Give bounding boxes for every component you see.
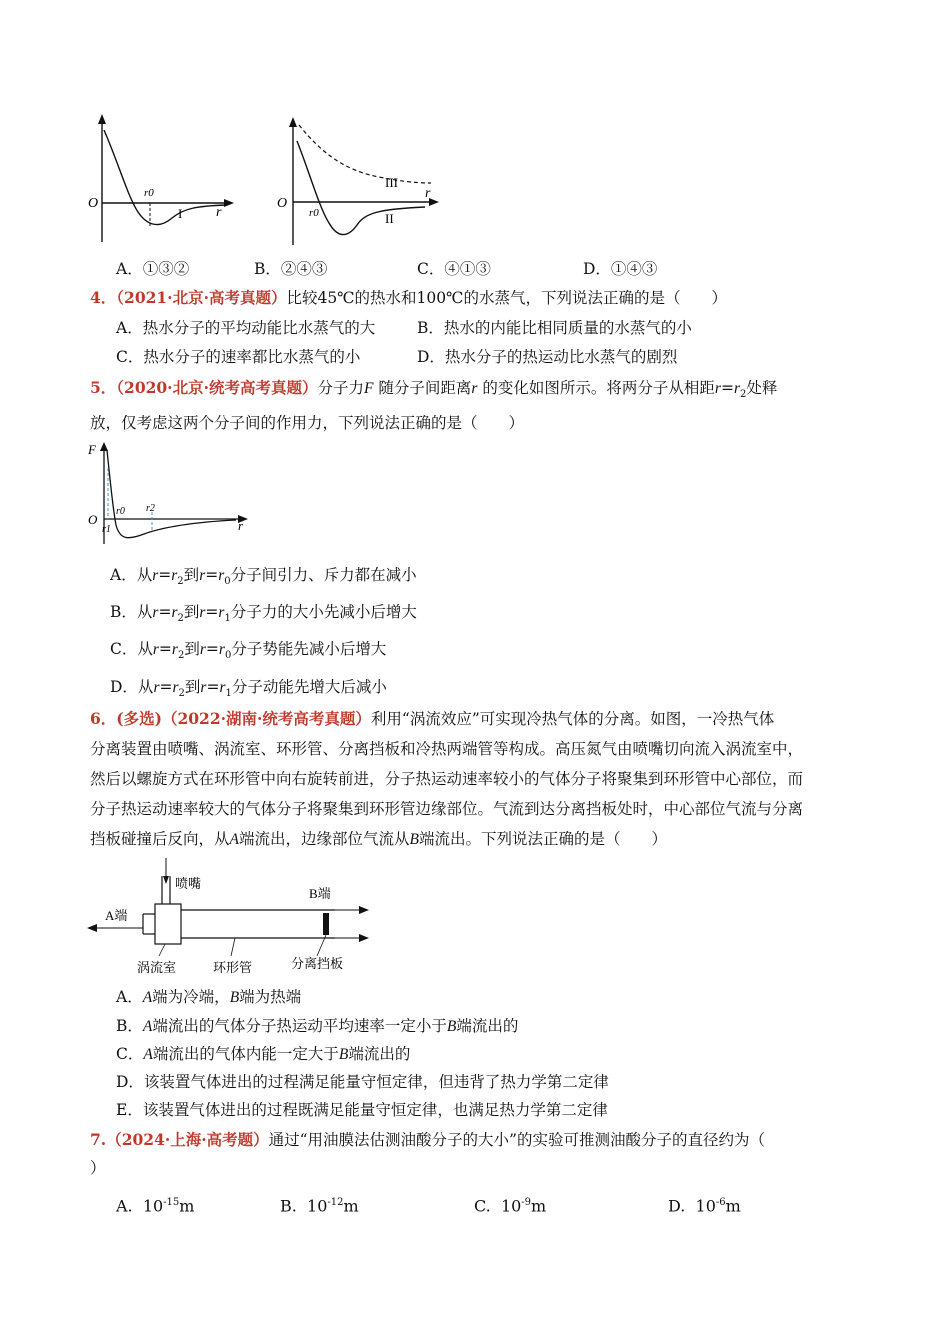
b-end-symbol: B (409, 831, 419, 848)
distance-symbol: r (152, 604, 159, 621)
r1-label: r1 (102, 524, 111, 535)
option-text: 分子力的大小先减小后增大 (230, 603, 417, 621)
unit: m (531, 1196, 547, 1216)
q5-stem-line2: 放，仅考虑这两个分子间的作用力，下列说法正确的是（ ） (90, 414, 525, 432)
origin-label: O (277, 196, 288, 211)
option-label: C．从 (110, 640, 153, 658)
distance-symbol: r (152, 641, 159, 658)
option-label: B. (280, 1196, 297, 1216)
figure-vortex-tube (85, 856, 385, 976)
q5-number: 5． (90, 378, 117, 397)
power-exponent: -6 (715, 1197, 726, 1208)
q6-option-c[interactable] (116, 1043, 410, 1066)
q4-number: 4． (90, 288, 117, 307)
q6-stem-line2: 分离装置由喷嘴、涡流室、环形管、分离挡板和冷热两端管等构成。高压氮气由喷嘴切向流入涡流室中， (90, 740, 804, 758)
a-end-symbol: A (229, 831, 239, 848)
q6-source: （2022·湖南·统考高考真题） (161, 709, 371, 728)
q5-option-a[interactable]: A．从$r=r_2$到$r=r_0$分子间引力、斥力都在减小 (110, 566, 417, 588)
distance-symbol: r (171, 567, 178, 584)
q7-stem-text: 通过“用油膜法估测油酸分子的大小”的实验可推测油酸分子的直径约为（ (268, 1131, 765, 1149)
q6-multi-tag: (多选) (116, 709, 162, 728)
figure-force-curve (86, 440, 256, 548)
r0-label: r0 (116, 506, 125, 517)
r0-label: r0 (144, 187, 154, 199)
vortex-chamber-label: 涡流室 (137, 960, 177, 975)
distance-symbol: r (200, 679, 207, 696)
q3-option-b[interactable]: B．②④③ (254, 260, 328, 278)
distance-symbol: r (199, 604, 206, 621)
distance-symbol: r (171, 604, 178, 621)
q7-number: 7. (90, 1130, 107, 1149)
power-exponent: -12 (327, 1197, 344, 1208)
figure-curve-I (88, 112, 238, 247)
a-end-symbol: A (142, 1018, 153, 1035)
unit: m (343, 1196, 359, 1216)
option-text: 分子势能先减小后增大 (231, 640, 387, 658)
q5-stem-part: 随分子间距离 (378, 379, 472, 397)
distance-symbol: r (219, 679, 226, 696)
q4-option-a[interactable]: A．热水分子的平均动能比水蒸气的大 (116, 319, 376, 337)
q4-option-d[interactable]: D．热水分子的热运动比水蒸气的剧烈 (417, 348, 678, 366)
q3-option-a[interactable]: A．①③② (116, 260, 190, 278)
q5-option-d[interactable]: D．从$r=r_2$到$r=r_1$分子动能先增大后减小 (110, 678, 387, 700)
r-axis-label: r (238, 518, 244, 533)
baffle-label: 分离挡板 (291, 956, 344, 971)
a-end-symbol: A (143, 1046, 153, 1063)
q6-stem-line1 (90, 708, 774, 730)
option-label: D. (668, 1196, 686, 1216)
option-label: D．从 (110, 678, 154, 696)
unit: m (725, 1196, 741, 1216)
a-end-label: A端 (105, 908, 128, 923)
curve-II-label: II (385, 211, 394, 226)
q5-stem-part: 的变化如图所示。将两分子从相距 (482, 379, 715, 397)
ring-tube-label: 环形管 (213, 960, 253, 975)
r2-label: r2 (146, 503, 155, 514)
b-end-symbol: B (338, 1046, 349, 1063)
option-text: 端流出的气体内能一定大于 (152, 1045, 339, 1063)
distance-symbol: r (153, 679, 160, 696)
option-text: 端为冷端， (152, 988, 230, 1006)
r-axis-label: r (216, 205, 222, 220)
power-base: 10 (142, 1196, 164, 1216)
q6-stem-text: 端流出，边缘部位气流从 (238, 830, 410, 848)
option-text: 端流出的气体分子热运动平均速率一定小于 (152, 1017, 447, 1035)
q6-stem-text: 利用“涡流效应”可实现冷热气体的分离。如图，一冷热气体 (370, 710, 775, 728)
q6-option-e[interactable]: E．该装置气体进出的过程既满足能量守恒定律，也满足热力学第二定律 (116, 1101, 608, 1119)
option-label: C. (474, 1196, 491, 1216)
distance-symbol: r (199, 641, 206, 658)
q7-source: （2024·上海·高考题） (106, 1130, 269, 1149)
distance-symbol: r (714, 380, 721, 397)
curve-I-label: I (178, 206, 183, 221)
q4-option-b[interactable]: B．热水的内能比相同质量的水蒸气的小 (417, 319, 692, 337)
q6-stem-line5 (90, 828, 667, 851)
q5-option-b[interactable]: B．从$r=r_2$到$r=r_1$分子力的大小先减小后增大 (110, 603, 417, 625)
option-label: B．从 (110, 603, 153, 621)
distance-symbol: r (733, 380, 741, 397)
q6-option-d[interactable]: D．该装置气体进出的过程满足能量守恒定律，但违背了热力学第二定律 (116, 1073, 609, 1091)
distance-symbol: r (218, 567, 225, 584)
figure-curves-II-III (275, 115, 445, 250)
q7-option-a[interactable] (116, 1192, 194, 1217)
b-end-label: B端 (309, 886, 331, 901)
q4-stem (90, 287, 727, 309)
nozzle-label: 喷嘴 (175, 876, 202, 891)
q4-stem-text: 比较45℃的热水和100℃的水蒸气，下列说法正确的是（ ） (286, 289, 727, 307)
q3-option-c[interactable]: C．④①③ (417, 260, 491, 278)
q7-option-c[interactable] (474, 1192, 546, 1217)
q5-option-c[interactable]: C．从$r=r_2$到$r=r_0$分子势能先减小后增大 (110, 640, 387, 662)
force-symbol: F (364, 380, 374, 397)
option-text: 端为热端 (239, 988, 302, 1006)
q7-stem-line1 (90, 1129, 765, 1151)
option-label: A．从 (110, 566, 153, 584)
distance-symbol: r (172, 679, 179, 696)
q7-stem-line2: ） (90, 1159, 106, 1177)
option-text: 分子间引力、斥力都在减小 (230, 566, 417, 584)
q5-source: （2020·北京·统考高考真题） (116, 378, 318, 397)
option-text: 到 (184, 678, 201, 696)
distance-symbol: r (471, 380, 478, 397)
q5-stem-part: 处释 (746, 379, 778, 397)
option-text: 到 (183, 603, 200, 621)
curve-III-label: III (385, 175, 398, 190)
q3-option-d[interactable]: D．①④③ (583, 260, 658, 278)
distance-symbol: r (218, 604, 225, 621)
power-base: 10 (500, 1196, 522, 1216)
option-label: C． (116, 1045, 144, 1063)
q5-stem-line1: 5．（2020·北京·统考高考真题）分子力F 随分子间距离r 的变化如图所示。将两分子从相距$r=r_2$处释 (90, 378, 778, 401)
unit: m (179, 1196, 195, 1216)
power-exponent: -9 (521, 1197, 532, 1208)
option-text: 分子动能先增大后减小 (231, 678, 387, 696)
r-axis-label: r (425, 186, 431, 201)
distance-symbol: r (199, 567, 206, 584)
force-axis-label: F (88, 442, 96, 457)
power-base: 10 (695, 1196, 716, 1216)
q6-stem-line4: 分子热运动速率较大的气体分子将聚集到环形管边缘部位。气流到达分离挡板处时，中心部位气流与分离 (90, 800, 804, 818)
option-label: A. (116, 1196, 133, 1216)
q6-option-b[interactable] (116, 1015, 518, 1038)
q7-option-b[interactable] (280, 1192, 359, 1217)
b-end-symbol: B (446, 1018, 457, 1035)
power-base: 10 (307, 1196, 328, 1216)
origin-label: O (88, 196, 99, 211)
option-text: 到 (184, 640, 200, 658)
option-label: A． (116, 988, 143, 1006)
q6-number: 6． (90, 709, 117, 728)
b-end-symbol: B (229, 989, 240, 1006)
q4-source: （2021·北京·高考真题） (116, 288, 287, 307)
r0-label: r0 (309, 207, 319, 219)
option-text: 到 (183, 566, 200, 584)
q5-stem-part: 分子力 (317, 379, 364, 397)
a-end-symbol: A (142, 989, 153, 1006)
q6-stem-text: 端流出。下列说法正确的是（ ） (418, 830, 667, 848)
option-text: 端流出的 (348, 1045, 411, 1063)
q4-option-c[interactable]: C．热水分子的速率都比水蒸气的小 (116, 348, 361, 366)
q6-option-a[interactable] (116, 986, 301, 1009)
q7-option-d[interactable] (668, 1192, 741, 1217)
distance-symbol: r (218, 641, 225, 658)
q6-stem-text: 挡板碰撞后反向，从 (90, 830, 230, 848)
distance-symbol: r (171, 641, 178, 658)
option-text: 端流出的 (456, 1017, 519, 1035)
distance-symbol: r (152, 567, 159, 584)
origin-label: O (88, 512, 98, 527)
power-exponent: -15 (163, 1197, 180, 1208)
q6-stem-line3: 然后以螺旋方式在环形管中向右旋转前进，分子热运动速率较小的气体分子将聚集到环形管中心部位，而 (90, 770, 804, 788)
option-label: B． (116, 1017, 143, 1035)
